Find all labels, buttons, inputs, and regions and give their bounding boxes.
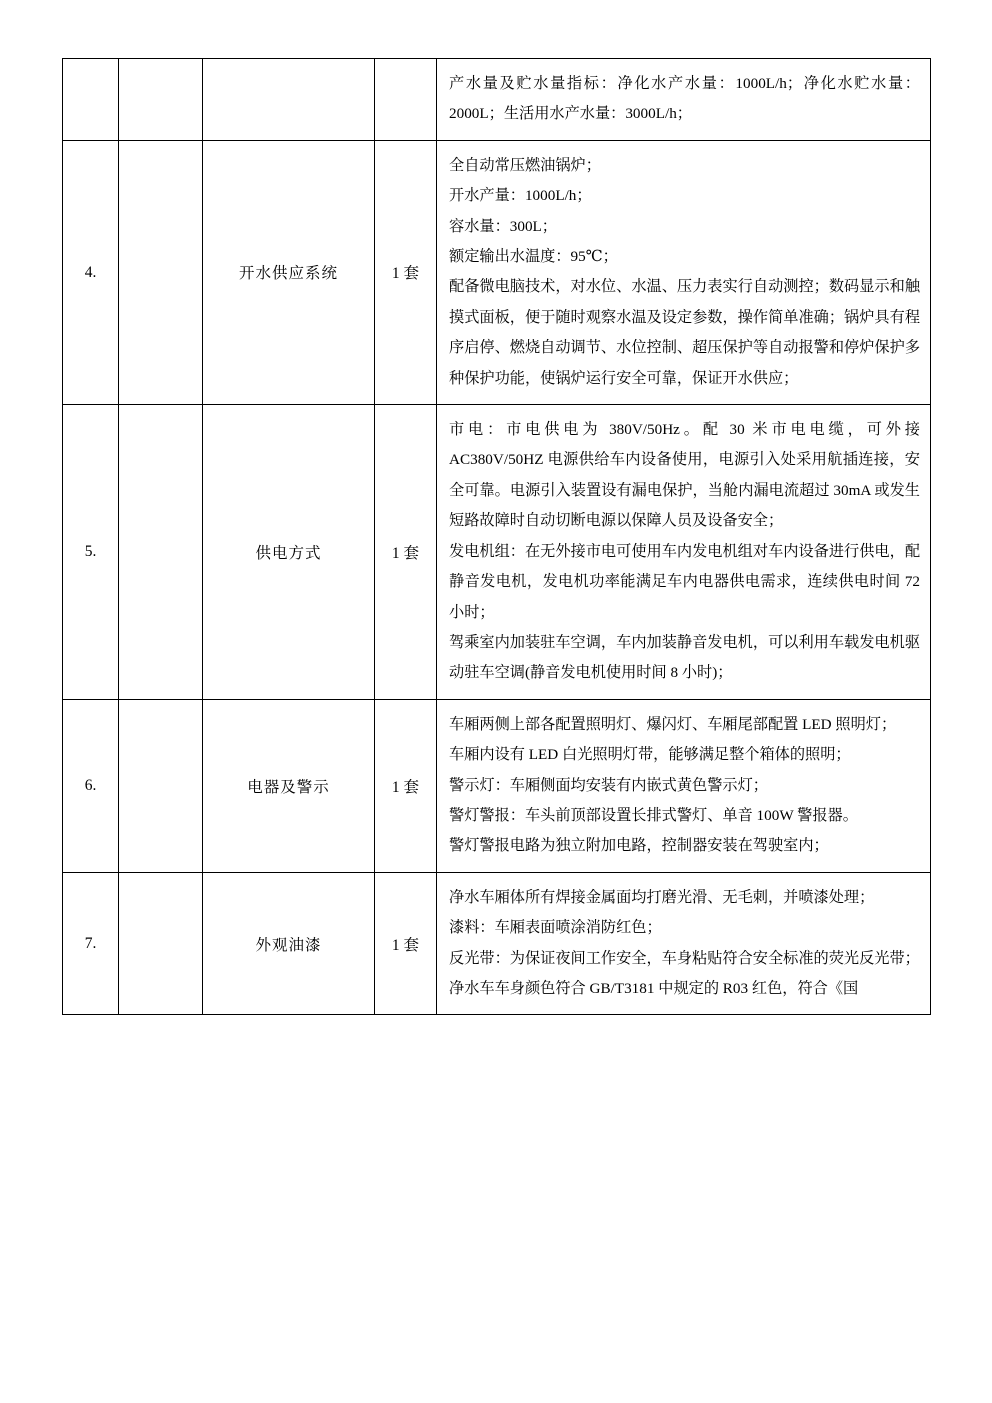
table-row bbox=[63, 872, 931, 1015]
row-number: 4. bbox=[63, 140, 119, 404]
desc-line: 额定输出水温度：95℃； bbox=[449, 248, 618, 266]
table-row bbox=[63, 140, 931, 404]
row-quantity: 1 套 bbox=[375, 872, 437, 1015]
row-blank bbox=[119, 140, 203, 404]
desc-line: 警灯警报电路为独立附加电路，控制器安装在驾驶室内； bbox=[449, 837, 829, 855]
desc-line: 净水车厢体所有焊接金属面均打磨光滑、无毛刺，并喷漆处理； bbox=[449, 888, 875, 906]
row-blank bbox=[119, 405, 203, 700]
desc-line: 开水产量：1000L/h； bbox=[449, 187, 592, 205]
row-blank bbox=[119, 699, 203, 872]
row-quantity: 1 套 bbox=[375, 140, 437, 404]
row-name bbox=[203, 59, 375, 141]
row-blank bbox=[119, 872, 203, 1015]
specification-table bbox=[62, 58, 931, 1015]
table-row bbox=[63, 699, 931, 872]
row-description bbox=[437, 140, 931, 404]
row-description bbox=[437, 59, 931, 141]
row-description bbox=[437, 699, 931, 872]
desc-line: 漆料：车厢表面喷涂消防红色； bbox=[449, 919, 662, 937]
row-name: 开水供应系统 bbox=[203, 140, 375, 404]
desc-line: 净水车车身颜色符合 GB/T3181 中规定的 R03 红色，符合《国 bbox=[449, 979, 859, 997]
row-name: 外观油漆 bbox=[203, 872, 375, 1015]
desc-line: 反光带：为保证夜间工作安全，车身粘贴符合安全标准的荧光反光带； bbox=[449, 949, 920, 967]
desc-line: 市电：市电供电为 380V/50Hz。配 30 米市电电缆，可外接 AC380V/50HZ 电源供给车内设备使用，电源引入处采用航插连接，安全可靠。电源引入装置设有漏电保护，当舱内漏电流超过 30mA 或发生短路故障时自动切断电源以保障人员及设备安全； bbox=[449, 421, 920, 530]
row-description bbox=[437, 405, 931, 700]
row-name: 供电方式 bbox=[203, 405, 375, 700]
desc-line: 配备微电脑技术，对水位、水温、压力表实行自动测控；数码显示和触摸式面板，便于随时观察水温及设定参数，操作简单准确；锅炉具有程序启停、燃烧自动调节、水位控制、超压保护等自动报警和停炉保护多种保护功能，使锅炉运行安全可靠，保证开水供应； bbox=[449, 278, 920, 387]
row-number: 6. bbox=[63, 699, 119, 872]
table-row bbox=[63, 405, 931, 700]
desc-line: 警示灯：车厢侧面均安装有内嵌式黄色警示灯； bbox=[449, 776, 768, 794]
desc-line: 车厢内设有 LED 白光照明灯带，能够满足整个箱体的照明； bbox=[449, 746, 851, 764]
desc-line: 车厢两侧上部各配置照明灯、爆闪灯、车厢尾部配置 LED 照明灯； bbox=[449, 715, 897, 733]
desc-line: 全自动常压燃油锅炉； bbox=[449, 156, 601, 174]
row-number: 5. bbox=[63, 405, 119, 700]
row-quantity: 1 套 bbox=[375, 405, 437, 700]
row-number bbox=[63, 59, 119, 141]
row-blank bbox=[119, 59, 203, 141]
desc-line: 容水量：300L； bbox=[449, 217, 557, 235]
desc-line: 产水量及贮水量指标：净化水产水量：1000L/h；净化水贮水量：2000L；生活用水产水量：3000L/h； bbox=[449, 75, 920, 123]
desc-line: 驾乘室内加装驻车空调，车内加装静音发电机，可以利用车载发电机驱动驻车空调(静音发电机使用时间 8 小时)； bbox=[449, 633, 920, 682]
row-name: 电器及警示 bbox=[203, 699, 375, 872]
desc-line: 警灯警报：车头前顶部设置长排式警灯、单音 100W 警报器。 bbox=[449, 806, 858, 824]
row-description bbox=[437, 872, 931, 1015]
row-quantity bbox=[375, 59, 437, 141]
row-number: 7. bbox=[63, 872, 119, 1015]
desc-line: 发电机组：在无外接市电可使用车内发电机组对车内设备进行供电，配静音发电机，发电机功率能满足车内电器供电需求，连续供电时间 72 小时； bbox=[449, 542, 920, 621]
table-row bbox=[63, 59, 931, 141]
row-quantity: 1 套 bbox=[375, 699, 437, 872]
